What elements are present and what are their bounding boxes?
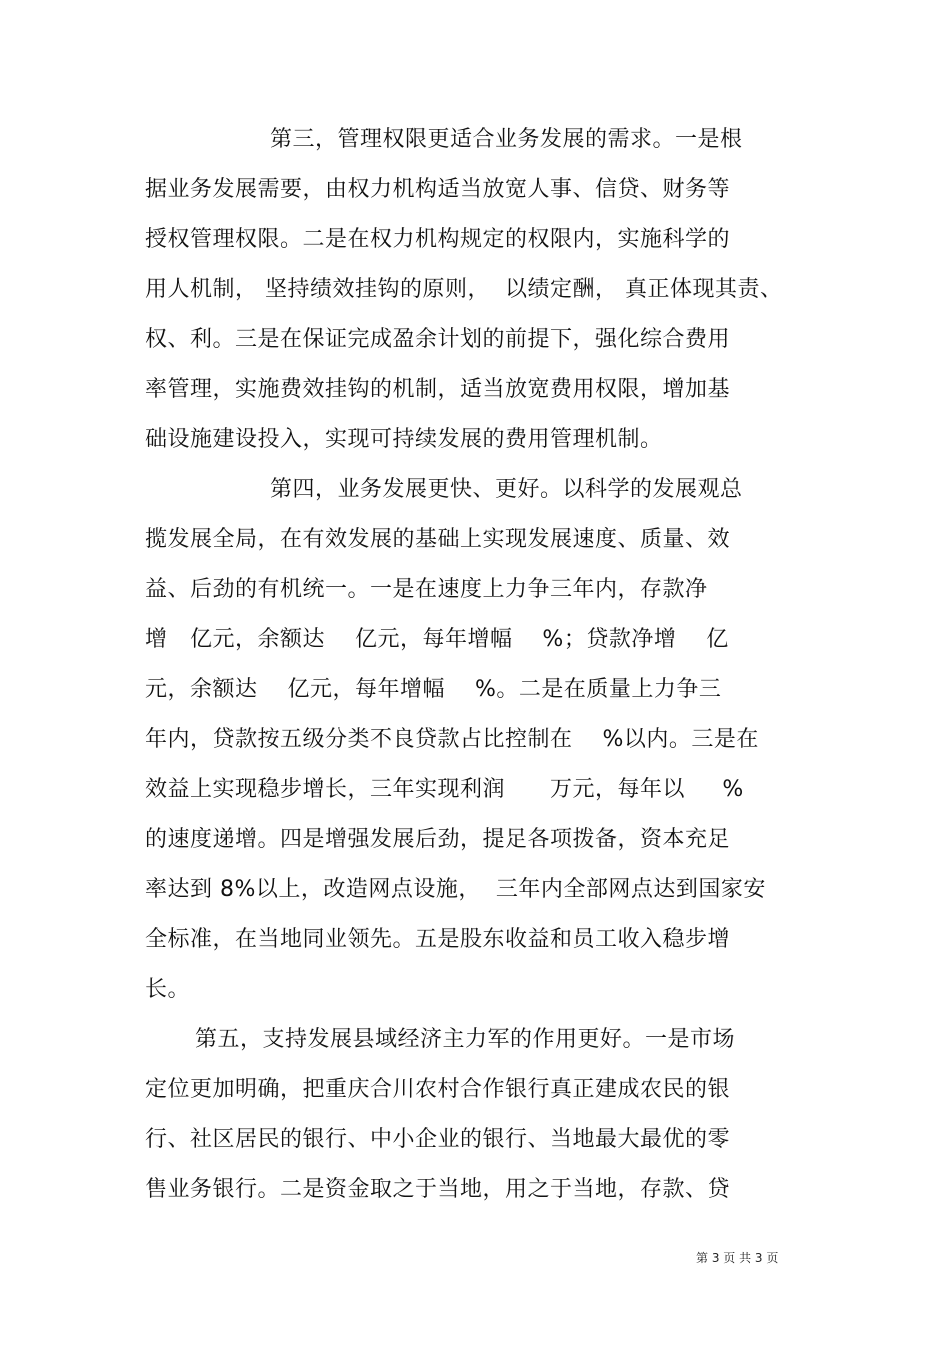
paragraph-line: 的速度递增。四是增强发展后劲，提足各项拨备，资本充足 xyxy=(145,827,731,852)
page-number-footer: 第 3 页 共 3 页 xyxy=(696,1251,779,1265)
paragraph-line: 年内，贷款按五级分类不良贷款占比控制在 %以内。三是在 xyxy=(145,727,759,752)
paragraph-line: 授权管理权限。二是在权力机构规定的权限内，实施科学的 xyxy=(145,227,731,252)
paragraph-line: 第四，业务发展更快、更好。以科学的发展观总 xyxy=(270,477,743,502)
paragraph-line: 权、利。三是在保证完成盈余计划的前提下，强化综合费用 xyxy=(145,327,731,352)
paragraph-line: 售业务银行。二是资金取之于当地，用之于当地，存款、贷 xyxy=(145,1177,731,1202)
paragraph-line: 用人机制， 坚持绩效挂钩的原则， 以绩定酬， 真正体现其责、 xyxy=(145,277,783,302)
paragraph-line: 础设施建设投入，实现可持续发展的费用管理机制。 xyxy=(145,427,663,452)
paragraph-line: 据业务发展需要，由权力机构适当放宽人事、信贷、财务等 xyxy=(145,177,731,202)
paragraph-line: 长。 xyxy=(145,977,191,1002)
paragraph-line: 元，余额达 亿元，每年增幅 %。二是在质量上力争三 xyxy=(145,677,722,702)
paragraph-line: 率管理，实施费效挂钩的机制，适当放宽费用权限，增加基 xyxy=(145,377,731,402)
paragraph-line: 行、社区居民的银行、中小企业的银行、当地最大最优的零 xyxy=(145,1127,731,1152)
paragraph-line: 第五，支持发展县域经济主力军的作用更好。一是市场 xyxy=(195,1027,736,1052)
paragraph-line: 增 亿元，余额达 亿元，每年增幅 %；贷款净增 亿 xyxy=(145,627,729,652)
paragraph-line: 揽发展全局，在有效发展的基础上实现发展速度、质量、效 xyxy=(145,527,731,552)
paragraph-line: 全标准，在当地同业领先。五是股东收益和员工收入稳步增 xyxy=(145,927,731,952)
paragraph-line: 效益上实现稳步增长，三年实现利润 万元，每年以 % xyxy=(145,777,744,802)
paragraph-line: 益、后劲的有机统一。一是在速度上力争三年内，存款净 xyxy=(145,577,708,602)
paragraph-line: 率达到 8%以上，改造网点设施， 三年内全部网点达到国家安 xyxy=(145,877,766,902)
paragraph-line: 第三，管理权限更适合业务发展的需求。一是根 xyxy=(270,127,743,152)
paragraph-line: 定位更加明确，把重庆合川农村合作银行真正建成农民的银 xyxy=(145,1077,731,1102)
